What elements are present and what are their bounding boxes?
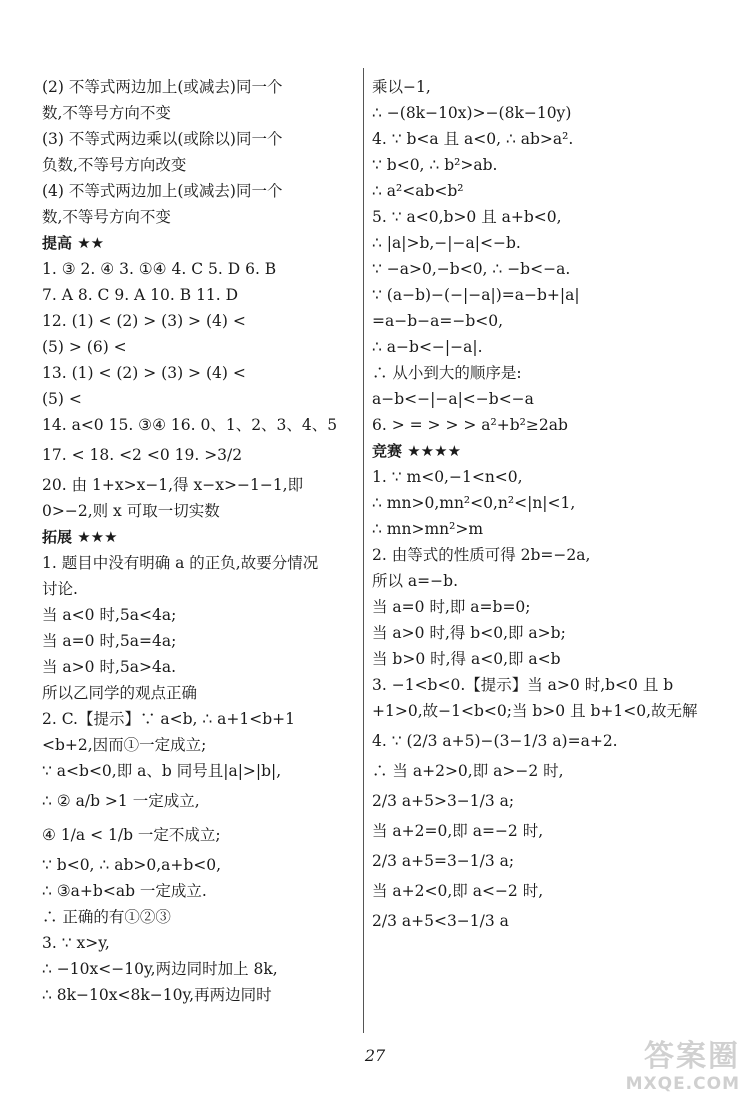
- left-line: 1. ③ 2. ④ 3. ①④ 4. C 5. D 6. B: [42, 260, 277, 278]
- left-line: 拓展 ★★★: [42, 528, 118, 546]
- watermark-url: MXQE.COM: [625, 1074, 740, 1094]
- right-line: ∴ −(8k−10x)>−(8k−10y): [372, 104, 572, 122]
- left-line: 负数,不等号方向改变: [42, 156, 187, 174]
- left-line: 所以乙同学的观点正确: [42, 684, 198, 702]
- watermark-logo: [612, 1040, 740, 1100]
- right-line: 2/3 a+5>3−1/3 a;: [372, 792, 515, 810]
- left-line: ∴ 正确的有①②③: [42, 908, 171, 926]
- left-line: (4) 不等式两边加上(或减去)同一个: [42, 182, 283, 200]
- left-line: 当 a>0 时,5a>4a.: [42, 658, 176, 676]
- right-column: [372, 74, 702, 938]
- right-line: 2. 由等式的性质可得 2b=−2a,: [372, 546, 591, 564]
- right-line: 1. ∵ m<0,−1<n<0,: [372, 468, 523, 486]
- right-line: 当 a+2<0,即 a<−2 时,: [372, 882, 544, 900]
- left-line: ∴ −10x<−10y,两边同时加上 8k,: [42, 960, 278, 978]
- left-line: ∵ a<b<0,即 a、b 同号且|a|>|b|,: [42, 762, 282, 780]
- watermark-text: 答案圈: [644, 1039, 740, 1074]
- left-line: 0>−2,则 x 可取一切实数: [42, 502, 220, 520]
- left-line: 20. 由 1+x>x−1,得 x−x>−1−1,即: [42, 476, 304, 494]
- left-line: 7. A 8. C 9. A 10. B 11. D: [42, 286, 239, 304]
- left-line: (5) > (6) <: [42, 338, 127, 356]
- right-line: a−b<−|−a|<−b<−a: [372, 390, 534, 408]
- left-line: 当 a<0 时,5a<4a;: [42, 606, 177, 624]
- right-line: 当 b>0 时,得 a<0,即 a<b: [372, 650, 561, 668]
- right-line: 6. > = > > > a²+b²≥2ab: [372, 416, 568, 434]
- left-line: ∵ b<0, ∴ ab>0,a+b<0,: [42, 856, 222, 874]
- right-line: ∴ 当 a+2>0,即 a>−2 时,: [372, 762, 564, 780]
- left-line: 14. a<0 15. ③④ 16. 0、1、2、3、4、5: [42, 416, 338, 434]
- right-line: 当 a+2=0,即 a=−2 时,: [372, 822, 544, 840]
- column-divider: [363, 68, 364, 1033]
- left-line: 2. C.【提示】∵ a<b, ∴ a+1<b+1: [42, 710, 296, 728]
- left-line: 13. (1) < (2) > (3) > (4) <: [42, 364, 246, 382]
- right-line: 竞赛 ★★★★: [372, 442, 462, 460]
- right-line: ∴ 从小到大的顺序是:: [372, 364, 522, 382]
- right-line: ∵ −a>0,−b<0, ∴ −b<−a.: [372, 260, 571, 278]
- right-line: 4. ∵ (2/3 a+5)−(3−1/3 a)=a+2.: [372, 732, 618, 750]
- right-line: ∴ mn>mn²>m: [372, 520, 484, 538]
- right-line: ∵ (a−b)−(−|−a|)=a−b+|a|: [372, 286, 580, 304]
- right-line: ∴ a−b<−|−a|.: [372, 338, 483, 356]
- left-line: ④ 1/a < 1/b 一定不成立;: [42, 826, 221, 844]
- left-line: ∴ ③a+b<ab 一定成立.: [42, 882, 207, 900]
- left-line: (3) 不等式两边乘以(或除以)同一个: [42, 130, 283, 148]
- left-line: 17. < 18. <2 <0 19. >3/2: [42, 446, 243, 464]
- right-line: 3. −1<b<0.【提示】当 a>0 时,b<0 且 b: [372, 676, 674, 694]
- left-line: 讨论.: [42, 580, 78, 598]
- page-number: 27: [364, 1046, 386, 1065]
- left-line: ∴ 8k−10x<8k−10y,再两边同时: [42, 986, 272, 1004]
- left-line: 12. (1) < (2) > (3) > (4) <: [42, 312, 246, 330]
- left-line: 提高 ★★: [42, 234, 105, 252]
- right-line: 4. ∵ b<a 且 a<0, ∴ ab>a².: [372, 130, 574, 148]
- left-line: ∴ ② a/b >1 一定成立,: [42, 792, 200, 810]
- left-line: 3. ∵ x>y,: [42, 934, 110, 952]
- left-line: 数,不等号方向不变: [42, 208, 171, 226]
- right-line: 当 a=0 时,即 a=b=0;: [372, 598, 531, 616]
- right-line: +1>0,故−1<b<0;当 b>0 且 b+1<0,故无解: [372, 702, 698, 720]
- right-line: 当 a>0 时,得 b<0,即 a>b;: [372, 624, 566, 642]
- right-line: 2/3 a+5=3−1/3 a;: [372, 852, 515, 870]
- left-column: [42, 74, 360, 1008]
- right-line: 5. ∵ a<0,b>0 且 a+b<0,: [372, 208, 562, 226]
- left-line: 当 a=0 时,5a=4a;: [42, 632, 177, 650]
- left-line: <b+2,因而①一定成立;: [42, 736, 207, 754]
- left-line: 数,不等号方向不变: [42, 104, 171, 122]
- left-line: 1. 题目中没有明确 a 的正负,故要分情况: [42, 554, 319, 572]
- right-line: ∴ mn>0,mn²<0,n²<|n|<1,: [372, 494, 576, 512]
- right-line: ∴ |a|>b,−|−a|<−b.: [372, 234, 521, 252]
- right-line: =a−b−a=−b<0,: [372, 312, 504, 330]
- right-line: ∴ a²<ab<b²: [372, 182, 464, 200]
- right-line: 所以 a=−b.: [372, 572, 458, 590]
- right-line: ∵ b<0, ∴ b²>ab.: [372, 156, 498, 174]
- right-line: 乘以−1,: [372, 78, 431, 96]
- left-line: (2) 不等式两边加上(或减去)同一个: [42, 78, 283, 96]
- right-line: 2/3 a+5<3−1/3 a: [372, 912, 509, 930]
- left-line: (5) <: [42, 390, 82, 408]
